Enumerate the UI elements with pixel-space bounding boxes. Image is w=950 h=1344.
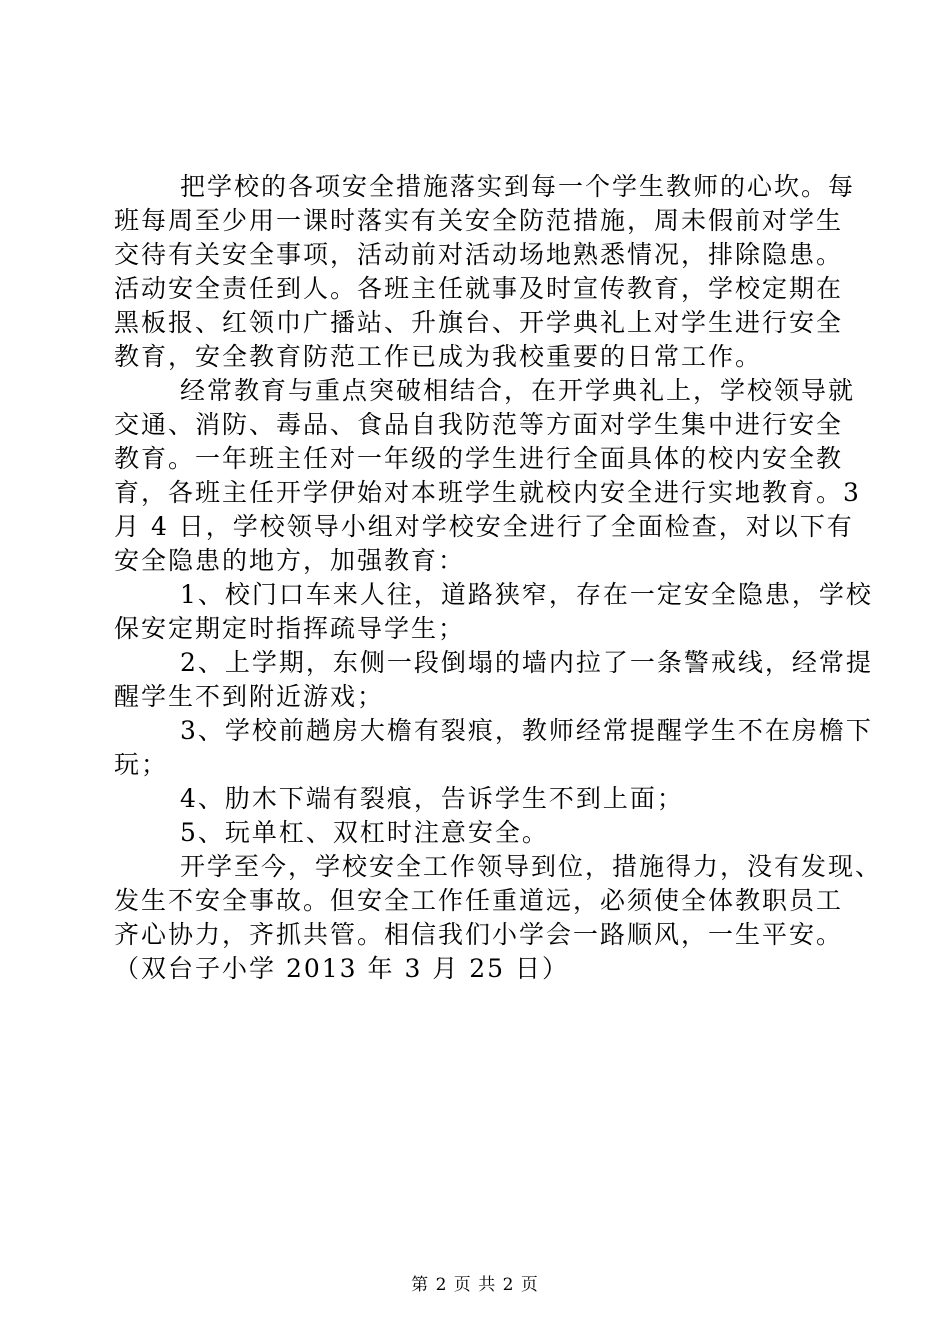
text-line: 发生不安全事故。但安全工作任重道远，必须使全体教职员工 bbox=[114, 886, 844, 915]
text-line: 月 4 日，学校领导小组对学校安全进行了全面检查，对以下有 bbox=[114, 512, 854, 541]
text-line: 育，各班主任开学伊始对本班学生就校内安全进行实地教育。3 bbox=[114, 478, 861, 507]
text-line: 教育。一年班主任对一年级的学生进行全面具体的校内安全教 bbox=[114, 444, 844, 473]
text-line: 交通、消防、毒品、食品自我防范等方面对学生集中进行安全 bbox=[114, 410, 844, 439]
page-footer bbox=[0, 1270, 950, 1295]
list-item-line: 3、学校前趟房大檐有裂痕，教师经常提醒学生不在房檐下 bbox=[180, 716, 873, 745]
list-item-line: 4、肋木下端有裂痕，告诉学生不到上面； bbox=[180, 784, 684, 813]
text-line: 活动安全责任到人。各班主任就事及时宣传教育，学校定期在 bbox=[114, 274, 844, 303]
list-item-line: 醒学生不到附近游戏； bbox=[114, 682, 385, 711]
text-line: 开学至今，学校安全工作领导到位，措施得力，没有发现、 bbox=[180, 852, 883, 881]
text-line: 经常教育与重点突破相结合，在开学典礼上，学校领导就 bbox=[180, 376, 856, 405]
list-item-line: 保安定期定时指挥疏导学生； bbox=[114, 614, 466, 643]
text-line: 齐心协力，齐抓共管。相信我们小学会一路顺风，一生平安。 bbox=[114, 920, 844, 949]
list-item-line: 2、上学期，东侧一段倒塌的墙内拉了一条警戒线，经常提 bbox=[180, 648, 873, 677]
list-item-line: 1、校门口车来人往，道路狭窄，存在一定安全隐患，学校 bbox=[180, 580, 873, 609]
list-item-line: 5、玩单杠、双杠时注意安全。 bbox=[180, 818, 549, 847]
page-number: 第 2 页 共 2 页 bbox=[411, 1275, 539, 1295]
text-line: 交待有关安全事项，活动前对活动场地熟悉情况，排除隐患。 bbox=[114, 240, 844, 269]
text-line: 安全隐患的地方，加强教育： bbox=[114, 546, 466, 575]
text-line: 黑板报、红领巾广播站、升旗台、开学典礼上对学生进行安全 bbox=[114, 308, 844, 337]
text-line: 班每周至少用一课时落实有关安全防范措施，周未假前对学生 bbox=[114, 206, 844, 235]
body-text bbox=[114, 170, 883, 986]
signature-line: （双台子小学 2013 年 3 月 25 日） bbox=[114, 954, 570, 983]
text-line: 教育，安全教育防范工作已成为我校重要的日常工作。 bbox=[114, 342, 763, 371]
text-line: 把学校的各项安全措施落实到每一个学生教师的心坎。每 bbox=[180, 172, 856, 201]
list-item-line: 玩； bbox=[114, 750, 169, 779]
